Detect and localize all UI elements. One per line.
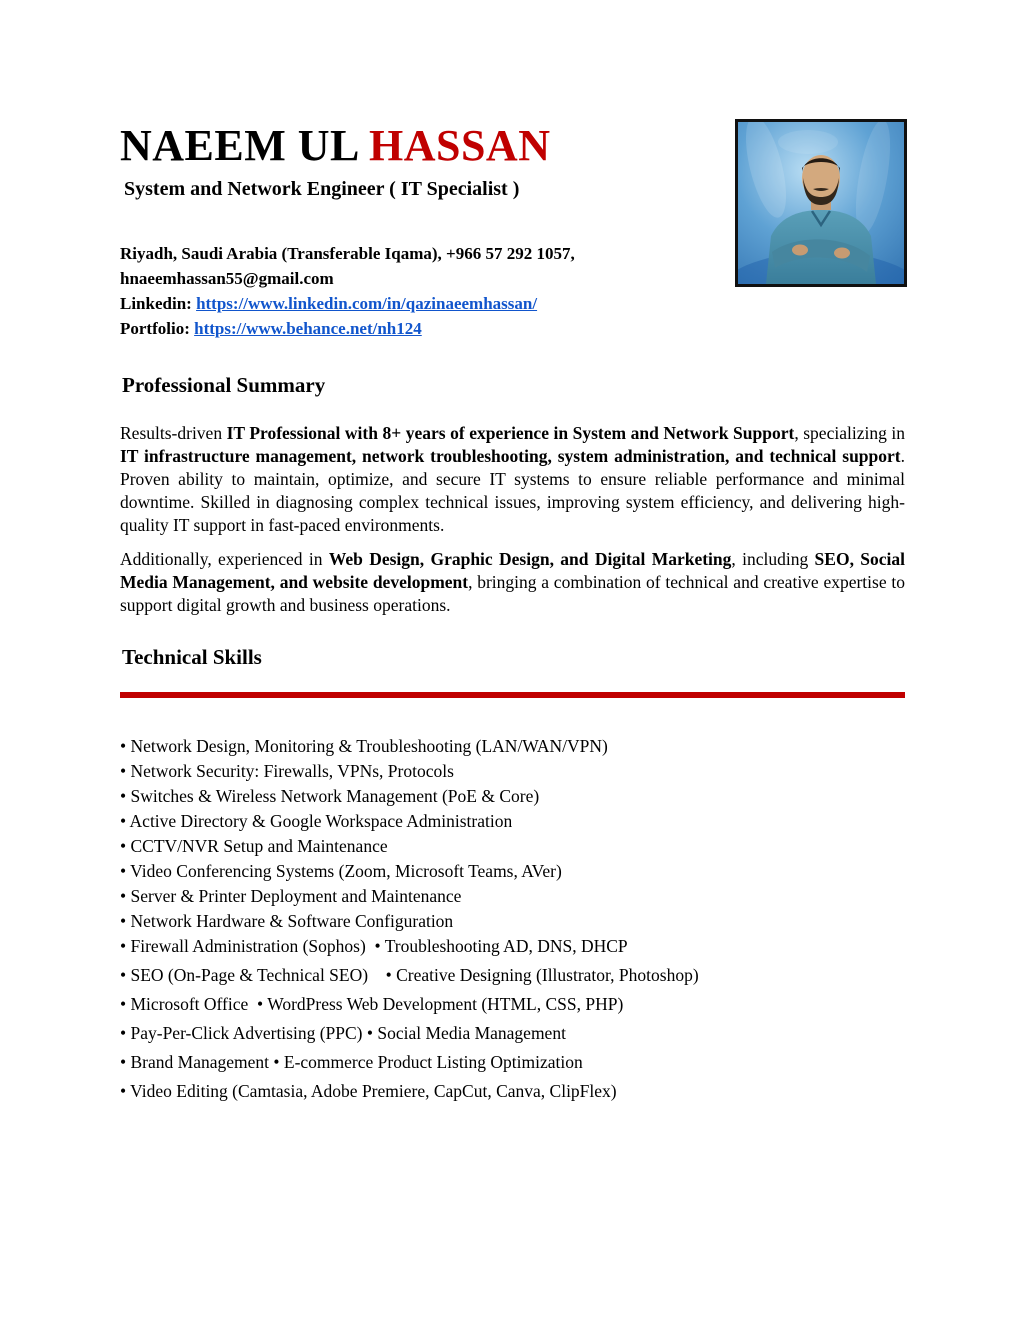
resume-content bbox=[120, 0, 905, 1104]
candidate-name bbox=[120, 122, 905, 170]
skill-item: • Network Design, Monitoring & Troubleshooting (LAN/WAN/VPN) bbox=[120, 736, 608, 757]
skill-item: • Network Hardware & Software Configuration bbox=[120, 911, 454, 932]
skills-list bbox=[120, 734, 905, 1104]
job-title: System and Network Engineer ( IT Specialist ) bbox=[124, 178, 520, 201]
summary-p2-seg3: SEO, Social Media Management, and website development bbox=[120, 549, 905, 593]
name-last-part: HASSAN bbox=[368, 121, 551, 170]
contact-linkedin-line bbox=[120, 291, 905, 316]
summary-paragraph-1 bbox=[120, 422, 905, 537]
skill-item: • CCTV/NVR Setup and Maintenance bbox=[120, 836, 388, 857]
section-divider-rule bbox=[120, 692, 905, 698]
contact-block bbox=[120, 241, 905, 341]
linkedin-link[interactable]: https://www.linkedin.com/in/qazinaeemhassan/ bbox=[196, 294, 538, 314]
skill-item: • Network Security: Firewalls, VPNs, Protocols bbox=[120, 761, 454, 782]
skill-item: • Active Directory & Google Workspace Administration bbox=[120, 811, 513, 832]
name-first-part: NAEEM UL bbox=[120, 121, 369, 170]
summary-p1-seg4: . Proven ability to maintain, optimize, and secure IT systems to ensure reliable performance and minimal downtime. Skilled in diagnosing complex technical issues, improving system efficiency, and delivering high-quality IT support in fast-paced environments. bbox=[120, 446, 905, 536]
skill-item: • Video Conferencing Systems (Zoom, Microsoft Teams, AVer) bbox=[120, 861, 562, 882]
contact-location-phone: Riyadh, Saudi Arabia (Transferable Iqama), +966 57 292 1057, bbox=[120, 244, 575, 264]
linkedin-label: Linkedin: bbox=[120, 294, 197, 314]
skill-item: • Pay-Per-Click Advertising (PPC) • Social Media Management bbox=[120, 1023, 566, 1044]
skill-item: • Microsoft Office • WordPress Web Development (HTML, CSS, PHP) bbox=[120, 994, 624, 1015]
summary-p2-seg2: , including bbox=[731, 549, 815, 570]
portfolio-link[interactable]: https://www.behance.net/nh124 bbox=[194, 319, 422, 339]
summary-p2-seg4: , bringing a combination of technical and creative expertise to support digital growth and business operations. bbox=[120, 572, 905, 616]
summary-paragraph-2 bbox=[120, 548, 905, 617]
skill-item: • Switches & Wireless Network Management (PoE & Core) bbox=[120, 786, 540, 807]
summary-p1-seg3: IT infrastructure management, network troubleshooting, system administration, and technical support bbox=[120, 446, 901, 467]
skill-item: • Server & Printer Deployment and Maintenance bbox=[120, 886, 462, 907]
summary-p2-seg0: Additionally, experienced in bbox=[120, 549, 329, 570]
skill-item: • Brand Management • E-commerce Product Listing Optimization bbox=[120, 1052, 583, 1073]
summary-p2-seg1: Web Design, Graphic Design, and Digital Marketing bbox=[328, 549, 732, 570]
skill-item: • SEO (On-Page & Technical SEO) • Creative Designing (Illustrator, Photoshop) bbox=[120, 965, 699, 986]
contact-portfolio-line bbox=[120, 316, 905, 341]
skills-heading: Technical Skills bbox=[122, 645, 262, 670]
skill-item: • Video Editing (Camtasia, Adobe Premiere, CapCut, Canva, ClipFlex) bbox=[120, 1081, 617, 1102]
summary-p1-seg2: , specializing in bbox=[794, 423, 905, 444]
summary-p1-seg1: IT Professional with 8+ years of experience in System and Network Support bbox=[226, 423, 795, 444]
summary-p1-seg0: Results-driven bbox=[120, 423, 227, 444]
skill-item: • Firewall Administration (Sophos) • Troubleshooting AD, DNS, DHCP bbox=[120, 936, 628, 957]
portfolio-label: Portfolio: bbox=[120, 319, 195, 339]
contact-email: hnaeemhassan55@gmail.com bbox=[120, 269, 334, 289]
summary-heading: Professional Summary bbox=[122, 373, 326, 398]
